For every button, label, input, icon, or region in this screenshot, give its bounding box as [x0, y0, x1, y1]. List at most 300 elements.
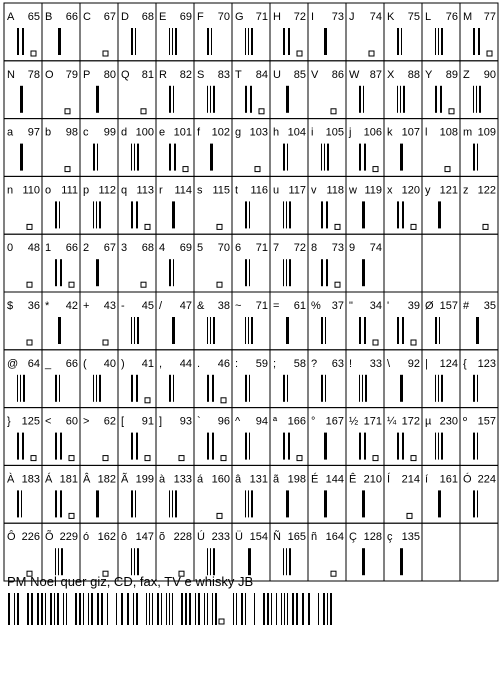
sample-bar [57, 593, 59, 625]
cell-code: 64 [27, 357, 40, 370]
cell-code: 114 [174, 184, 192, 197]
sample-bar [302, 593, 304, 625]
sample-bar [233, 593, 234, 625]
cell-code: 229 [59, 531, 78, 544]
cell-character: ô [121, 531, 128, 544]
sample-bar [8, 593, 10, 625]
cell-code: 71 [255, 11, 268, 23]
sample-bar [195, 593, 196, 625]
cell-code: 166 [287, 415, 306, 428]
cell-character: ¼ [387, 415, 397, 428]
cell-code: 86 [331, 68, 344, 81]
cell-code: 83 [217, 68, 230, 81]
sample-bar [330, 593, 332, 625]
cell-code: 115 [212, 184, 230, 197]
sample-bar [323, 593, 325, 625]
cell-code: 119 [364, 184, 382, 197]
cell-code: 40 [103, 357, 116, 370]
cell-character: M [463, 11, 473, 23]
cell-code: 74 [369, 11, 382, 23]
cell-character: j [349, 126, 352, 139]
sample-bar [54, 593, 55, 625]
cell-code: 70 [217, 242, 230, 255]
cell-code: 71 [255, 300, 268, 312]
sample-bar [296, 593, 298, 625]
cell-character: z [463, 184, 469, 197]
cell-code: 144 [325, 473, 344, 486]
cell-code: 116 [250, 184, 268, 197]
cell-character: N [7, 68, 15, 81]
cell-code: 120 [401, 184, 420, 197]
cell-character: , [159, 357, 163, 370]
cell-code: 122 [477, 184, 496, 197]
sample-bar [136, 593, 138, 625]
cell-character: 0 [7, 242, 14, 255]
cell-code: 66 [65, 357, 78, 370]
cell-character: Q [121, 68, 130, 81]
sample-bar [83, 593, 84, 625]
sample-bar [308, 593, 310, 625]
cell-code: 98 [65, 126, 78, 139]
cell-code: 224 [477, 473, 496, 486]
cell-code: 181 [59, 473, 78, 486]
sample-bar [169, 593, 170, 625]
cell-code: 89 [445, 68, 458, 81]
cell-code: 154 [249, 531, 268, 544]
sample-bar [17, 593, 19, 625]
cell-character: [ [121, 415, 125, 428]
sample-bar [88, 593, 89, 625]
cell-character: Í [387, 473, 391, 486]
cell-code: 66 [65, 11, 78, 23]
cell-code: 72 [293, 11, 306, 23]
cell-character: ° [311, 415, 316, 428]
cell-character: % [311, 300, 321, 312]
cell-code: 38 [217, 300, 230, 312]
cell-character: @ [7, 357, 19, 370]
cell-code: 85 [293, 68, 306, 81]
cell-code: 172 [401, 415, 420, 428]
sample-bar [236, 593, 237, 625]
cell-character: l [425, 126, 428, 139]
cell-character: \ [387, 357, 391, 370]
cell-character: ; [273, 357, 277, 370]
sample-bar [207, 593, 208, 625]
cell-code: 131 [249, 473, 268, 486]
cell-character: : [235, 357, 239, 370]
sample-bar [318, 593, 319, 625]
cell-code: 107 [401, 126, 420, 139]
cell-code: 157 [477, 415, 496, 428]
cell-character: Á [45, 473, 53, 486]
cell-code: 65 [27, 11, 40, 23]
cell-code: 78 [27, 68, 40, 81]
cell-character: H [273, 11, 281, 23]
cell-character: ( [83, 357, 87, 370]
cell-code: 123 [477, 357, 496, 370]
cell-character: J [349, 11, 355, 23]
cell-code: 66 [65, 242, 78, 255]
sample-bar [292, 593, 294, 625]
sample-bar [152, 593, 153, 625]
cell-character: R [159, 68, 167, 81]
sample-bar [172, 593, 173, 625]
cell-code: 128 [363, 531, 382, 544]
sample-bar [127, 593, 129, 625]
cell-code: 112 [98, 184, 116, 197]
cell-character: { [463, 357, 467, 370]
cell-character: À [7, 473, 15, 486]
cell-code: 97 [27, 126, 40, 139]
cell-character: F [197, 11, 204, 23]
cell-character: w [349, 184, 357, 197]
cell-code: 105 [325, 126, 344, 139]
cell-character: r [159, 184, 163, 197]
cell-character: ñ [311, 531, 318, 544]
cell-code: 41 [141, 357, 154, 370]
cell-character: k [387, 126, 393, 139]
cell-code: 99 [103, 126, 116, 139]
cell-character: 7 [273, 242, 280, 255]
cell-code: 162 [97, 531, 116, 544]
sample-bar [50, 593, 52, 625]
sample-box [219, 619, 224, 624]
cell-code: 94 [255, 415, 268, 428]
cell-code: 81 [141, 68, 154, 81]
sample-bar [215, 593, 217, 625]
sample-bar [241, 593, 243, 625]
cell-character: + [83, 300, 90, 312]
cell-character: Â [83, 473, 91, 486]
cell-code: 36 [27, 300, 40, 312]
cell-character: ª [273, 415, 278, 428]
cell-code: 43 [103, 300, 116, 312]
sample-bar [276, 593, 277, 625]
cell-code: 69 [179, 242, 192, 255]
cell-character: Ã [121, 473, 129, 486]
cell-character: f [197, 126, 201, 139]
cell-code: 61 [293, 300, 306, 312]
cell-code: 48 [27, 242, 40, 255]
sample-bar [166, 593, 167, 625]
cell-code: 102 [211, 126, 230, 139]
cell-character: T [235, 68, 242, 81]
cell-code: 74 [369, 242, 382, 255]
cell-code: 101 [173, 126, 192, 139]
cell-character: A [7, 11, 15, 23]
cell-character: õ [159, 531, 166, 544]
sample-bar [97, 593, 99, 625]
sample-bar [284, 593, 285, 625]
sample-bar [79, 593, 81, 625]
cell-code: 183 [21, 473, 40, 486]
cell-character: = [273, 300, 280, 312]
cell-code: 198 [287, 473, 306, 486]
cell-code: 230 [439, 415, 458, 428]
cell-character: Ç [349, 531, 357, 544]
cell-code: 164 [325, 531, 344, 544]
cell-character: > [83, 415, 90, 428]
cell-character: P [83, 68, 91, 81]
cell-code: 121 [439, 184, 458, 197]
cell-character: ó [83, 531, 90, 544]
cell-code: 109 [477, 126, 496, 139]
cell-character: ½ [349, 415, 359, 428]
cell-character: Ô [7, 531, 16, 544]
cell-code: 73 [331, 242, 344, 255]
cell-character: K [387, 11, 395, 23]
cell-code: 182 [97, 473, 116, 486]
sample-bar [37, 593, 39, 625]
cell-code: 133 [173, 473, 192, 486]
cell-character: ` [197, 415, 201, 428]
sample-bar [75, 593, 77, 625]
cell-character: d [121, 126, 128, 139]
sample-bar [101, 593, 103, 625]
cell-character: e [159, 126, 166, 139]
cell-code: 35 [483, 300, 496, 312]
cell-character: X [387, 68, 395, 81]
cell-character: p [83, 184, 90, 197]
cell-character: g [235, 126, 242, 139]
cell-code: 39 [407, 300, 420, 312]
sample-bar [121, 593, 123, 625]
cell-code: 96 [217, 415, 230, 428]
cell-character: Y [425, 68, 433, 81]
cell-character: t [235, 184, 239, 197]
sample-bar [27, 593, 29, 625]
cell-character: q [121, 184, 128, 197]
cell-character: C [83, 11, 91, 23]
cell-code: 147 [135, 531, 154, 544]
cell-code: 75 [407, 11, 420, 23]
cell-code: 67 [103, 11, 116, 23]
cell-character: á [197, 473, 204, 486]
cell-character: n [7, 184, 14, 197]
cell-code: 108 [439, 126, 458, 139]
cell-code: 161 [439, 473, 458, 486]
cell-character: } [7, 415, 11, 428]
sample-bar [116, 593, 117, 625]
cell-character: " [349, 300, 353, 312]
cell-character: i [311, 126, 314, 139]
cell-code: 84 [255, 68, 268, 81]
sample-bar [91, 593, 93, 625]
cell-character: 3 [121, 242, 128, 255]
cell-character: $ [7, 300, 14, 312]
cell-character: 8 [311, 242, 318, 255]
sample-bar [41, 593, 43, 625]
sample-bar [267, 593, 269, 625]
sample-bar [14, 593, 15, 625]
cell-code: 106 [363, 126, 382, 139]
sample-bar [287, 593, 288, 625]
sample-bar [146, 593, 147, 625]
sample-bar [263, 593, 265, 625]
cell-character: U [273, 68, 281, 81]
cell-code: 44 [179, 357, 192, 370]
sample-bar [185, 593, 187, 625]
cell-code: 69 [179, 11, 192, 23]
cell-code: 228 [173, 531, 192, 544]
cell-code: 47 [179, 300, 192, 312]
cell-code: 68 [141, 11, 154, 23]
sample-bar [254, 593, 255, 625]
cell-code: 110 [22, 184, 40, 197]
cell-character: µ [425, 415, 432, 428]
cell-code: 68 [141, 242, 154, 255]
cell-code: 135 [401, 531, 420, 544]
cell-code: 62 [103, 415, 116, 428]
sample-bar [157, 593, 159, 625]
sample-bar [212, 593, 213, 625]
cell-character: - [121, 300, 125, 312]
cell-code: 124 [439, 357, 458, 370]
cell-character: L [425, 11, 432, 23]
cell-character: ã [273, 473, 280, 486]
cell-character: ' [387, 300, 390, 312]
sample-bar [161, 593, 162, 625]
cell-code: 103 [249, 126, 268, 139]
cell-character: y [425, 184, 431, 197]
cell-code: 100 [135, 126, 154, 139]
cell-character: _ [45, 357, 52, 370]
cell-character: 2 [83, 242, 90, 255]
cell-code: 117 [288, 184, 306, 197]
sample-bar [327, 593, 328, 625]
cell-code: 37 [331, 300, 344, 312]
sample-bar [31, 593, 33, 625]
cell-character: o [45, 184, 52, 197]
cell-character: Ó [463, 473, 472, 486]
cell-character: ^ [235, 415, 241, 428]
cell-code: 80 [103, 68, 116, 81]
sample-bar [63, 593, 64, 625]
sample-bar [181, 593, 183, 625]
cell-character: V [311, 68, 319, 81]
cell-code: 42 [65, 300, 78, 312]
sample-bar [149, 593, 150, 625]
cell-character: 1 [45, 242, 52, 255]
cell-character: 6 [235, 242, 242, 255]
cell-code: 46 [217, 357, 230, 370]
cell-character: à [159, 473, 166, 486]
cell-code: 111 [61, 184, 78, 197]
cell-character: ~ [235, 300, 242, 312]
cell-code: 118 [326, 184, 344, 197]
cell-character: O [45, 68, 54, 81]
cell-character: * [45, 300, 50, 312]
cell-code: 59 [255, 357, 268, 370]
cell-code: 91 [141, 415, 154, 428]
cell-character: / [159, 300, 163, 312]
cell-character: h [273, 126, 280, 139]
cell-code: 45 [141, 300, 154, 312]
cell-code: 88 [407, 68, 420, 81]
cell-code: 70 [217, 11, 230, 23]
cell-character: â [235, 473, 242, 486]
cell-code: 160 [211, 473, 230, 486]
cell-character: & [197, 300, 205, 312]
cell-code: 87 [369, 68, 382, 81]
cell-character: ? [311, 357, 318, 370]
cell-character: | [425, 357, 428, 370]
cell-character: Õ [45, 531, 54, 544]
cell-character: S [197, 68, 205, 81]
cell-character: Ú [197, 531, 205, 544]
cell-character: É [311, 473, 319, 486]
cell-code: 210 [363, 473, 382, 486]
cell-code: 79 [65, 68, 78, 81]
cell-character: x [387, 184, 393, 197]
cell-code: 76 [445, 11, 458, 23]
cell-character: s [197, 184, 203, 197]
cell-code: 33 [369, 357, 382, 370]
cell-character: ] [159, 415, 163, 428]
cell-code: 233 [211, 531, 230, 544]
cell-character: W [349, 68, 360, 81]
cell-character: G [235, 11, 244, 23]
cell-character: Z [463, 68, 470, 81]
cell-code: 93 [179, 415, 192, 428]
cell-code: 226 [21, 531, 40, 544]
sample-bar [66, 593, 67, 625]
cell-character: m [463, 126, 473, 139]
cell-code: 157 [439, 300, 458, 312]
cell-code: 167 [325, 415, 344, 428]
cell-code: 72 [293, 242, 306, 255]
cell-character: ) [121, 357, 125, 370]
cell-character: Ø [425, 300, 434, 312]
cell-code: 90 [483, 68, 496, 81]
cell-character: E [159, 11, 167, 23]
sample-bar [107, 593, 108, 625]
sample-bar [245, 593, 246, 625]
cell-character: b [45, 126, 52, 139]
cell-character: < [45, 415, 52, 428]
cell-character: Ê [349, 473, 357, 486]
sample-bar [45, 593, 46, 625]
cell-code: 125 [21, 415, 40, 428]
cell-character: ç [387, 531, 393, 544]
cell-code: 34 [369, 300, 382, 312]
cell-character: Ü [235, 531, 243, 544]
cell-character: 9 [349, 242, 356, 255]
cell-code: 199 [135, 473, 154, 486]
sample-bar [198, 593, 200, 625]
sample-bar [281, 593, 282, 625]
cell-code: 73 [331, 11, 344, 23]
cell-character: í [425, 473, 429, 486]
cell-code: 92 [407, 357, 420, 370]
cell-code: 165 [287, 531, 306, 544]
cell-character: I [311, 11, 315, 23]
cell-character: D [121, 11, 129, 23]
cell-character: Ñ [273, 531, 281, 544]
sample-bar [204, 593, 205, 625]
cell-character: v [311, 184, 317, 197]
cell-character: ! [349, 357, 353, 370]
cell-character: u [273, 184, 280, 197]
cell-code: 104 [287, 126, 306, 139]
cell-character: 5 [197, 242, 204, 255]
sample-bar [189, 593, 191, 625]
cell-code: 113 [136, 184, 154, 197]
cell-code: 171 [363, 415, 382, 428]
sample-bar [133, 593, 134, 625]
cell-code: 67 [103, 242, 116, 255]
cell-code: 58 [293, 357, 306, 370]
